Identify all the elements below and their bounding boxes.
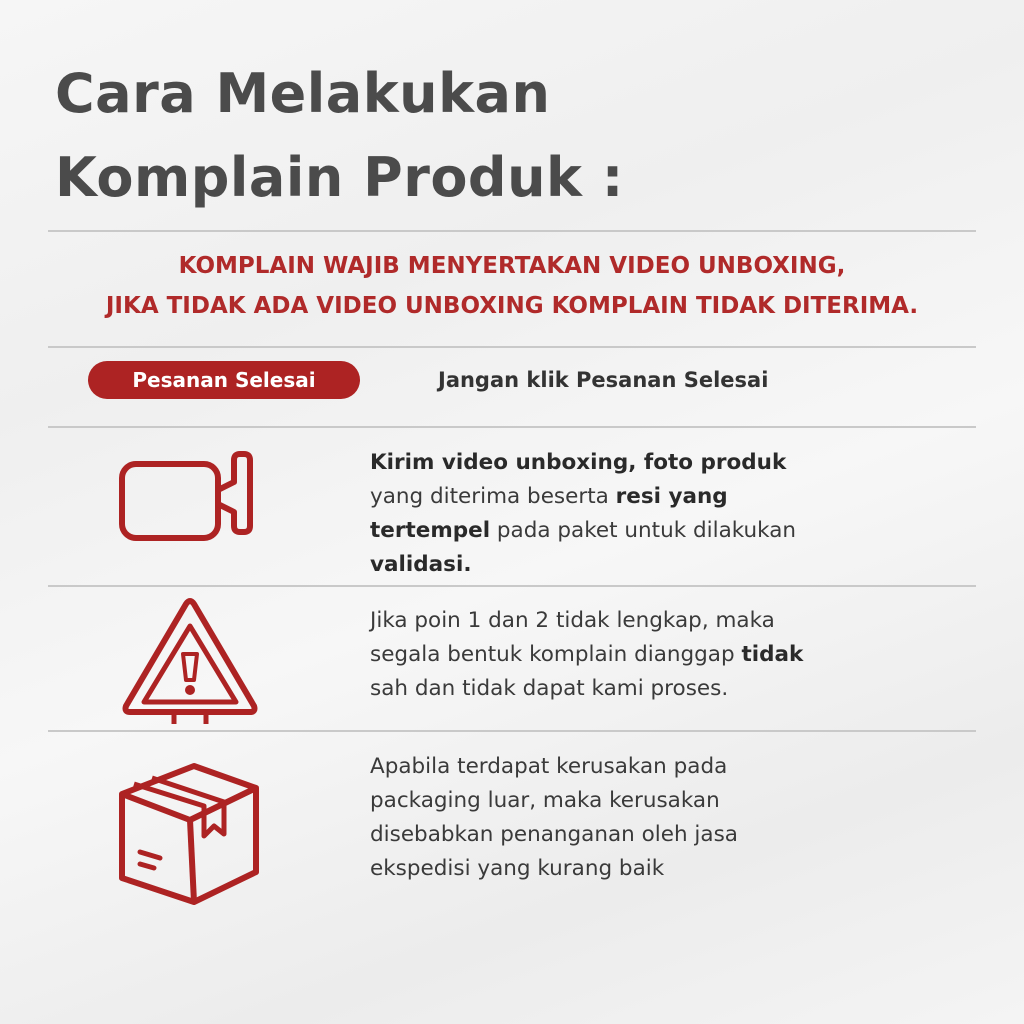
step-1-text-2: pada paket untuk dilakukan xyxy=(490,518,797,543)
page-title xyxy=(55,52,624,220)
step-2-text-2: segala bentuk komplain dianggap xyxy=(370,642,742,667)
step-3-line-1: Apabila terdapat kerusakan pada xyxy=(370,754,728,779)
package-box-icon xyxy=(114,756,264,906)
pesanan-selesai-caption: Jangan klik Pesanan Selesai xyxy=(438,368,769,392)
divider xyxy=(48,585,976,587)
step-2-text xyxy=(370,604,930,706)
divider xyxy=(48,346,976,348)
video-camera-icon xyxy=(116,450,256,546)
divider xyxy=(48,230,976,232)
warning-triangle-icon xyxy=(120,598,260,726)
step-2-bold-1: tidak xyxy=(741,642,804,667)
warning-line-2: JIKA TIDAK ADA VIDEO UNBOXING KOMPLAIN TIDAK DITERIMA. xyxy=(105,293,919,319)
title-line-1: Cara Melakukan xyxy=(55,62,551,125)
divider xyxy=(48,426,976,428)
pesanan-selesai-button[interactable]: Pesanan Selesai xyxy=(88,361,360,399)
step-3-text xyxy=(370,750,930,886)
warning-line-1: KOMPLAIN WAJIB MENYERTAKAN VIDEO UNBOXING, xyxy=(178,253,846,279)
warning-notice xyxy=(30,246,994,326)
step-2-text-1: Jika poin 1 dan 2 tidak lengkap, maka xyxy=(370,608,775,633)
step-1-bold-4: validasi. xyxy=(370,552,472,577)
step-1-bold-3: tertempel xyxy=(370,518,491,543)
divider xyxy=(48,730,976,732)
step-1-text xyxy=(370,446,930,582)
step-1-text-1: yang diterima beserta xyxy=(370,484,616,509)
step-3-line-4: ekspedisi yang kurang baik xyxy=(370,856,665,881)
title-line-2: Komplain Produk : xyxy=(55,146,624,209)
step-2-text-3: sah dan tidak dapat kami proses. xyxy=(370,676,729,701)
step-3-line-3: disebabkan penanganan oleh jasa xyxy=(370,822,738,847)
step-3-line-2: packaging luar, maka kerusakan xyxy=(370,788,720,813)
step-1-bold-2: resi yang xyxy=(615,484,728,509)
step-1-bold-1: Kirim video unboxing, foto produk xyxy=(370,450,787,475)
